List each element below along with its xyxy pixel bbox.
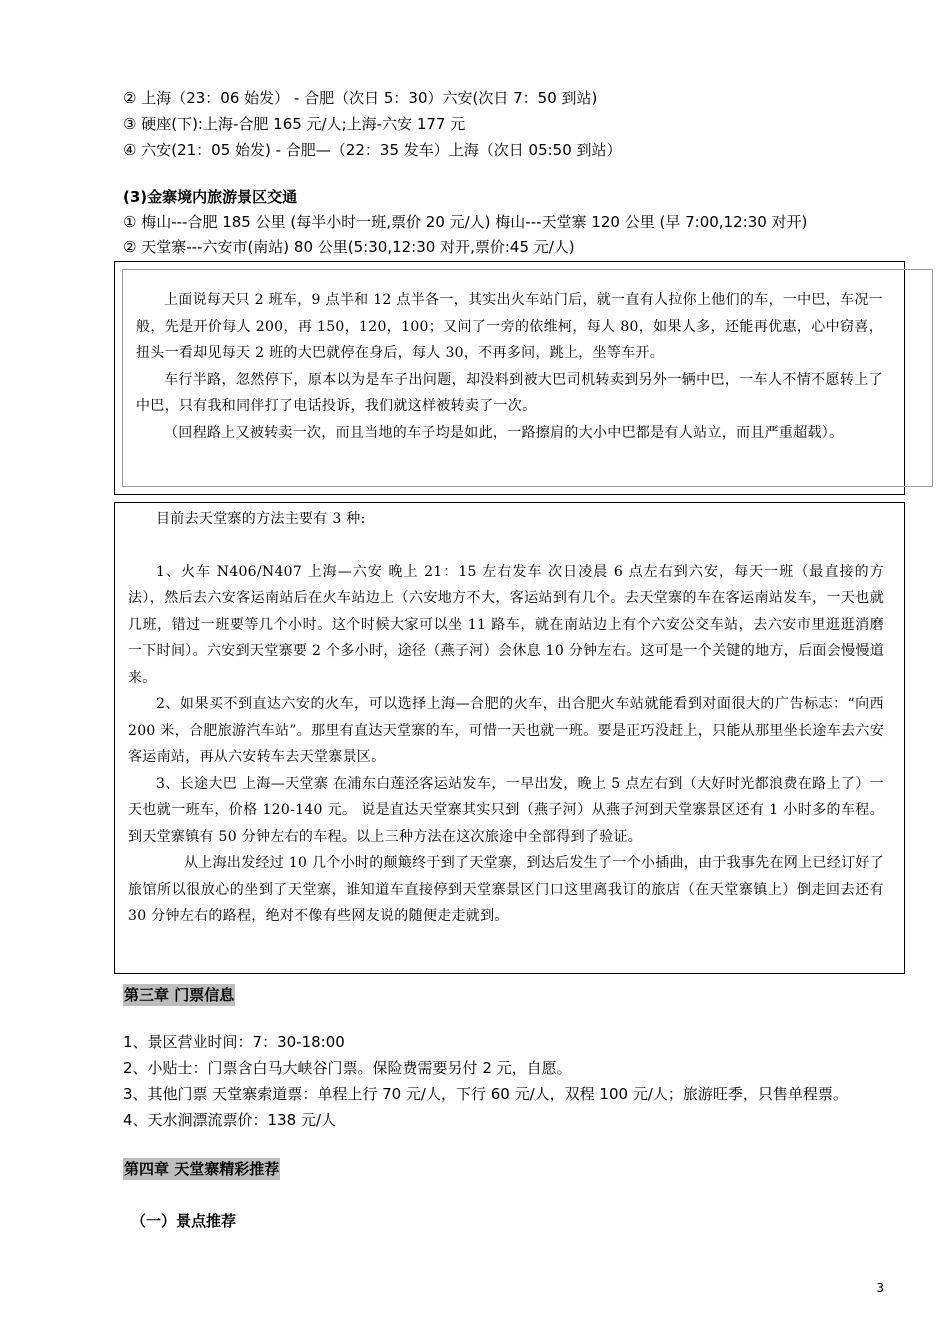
route-line-4: ④ 六安(21：05 始发) - 合肥—（22：35 发车）上海（次日 05:50 到站） bbox=[123, 141, 622, 159]
section-item: ② 天堂寨---六安市(南站) 80 公里(5:30,12:30 对开,票价:45 元/人) bbox=[123, 238, 575, 256]
sub-heading: （一）景点推荐 bbox=[131, 1212, 237, 1230]
ticket-item: 1、景区营业时间：7：30-18:00 bbox=[123, 1033, 345, 1051]
section-item: ① 梅山---合肥 185 公里 (每半小时一班,票价 20 元/人) 梅山---天堂寨 120 公里 (早 7:00,12:30 对开) bbox=[123, 213, 808, 231]
box-paragraph: 1、火车 N406/N407 上海—六安 晚上 21：15 左右发车 次日凌晨 6 点左右到六安，每天一班（最直接的方法），然后去六安客运南站后在火车站边上（六安地方不大，客运站到有几个。去天堂寨的车在客运南站发车，一天也就几班，错过一班要等几个小时。这个时候大家可以坐 11 路车，就在南站边上有个六安公交车站，去六安市里逛逛消磨一下时间）。六安到天堂寨要 2 个多小时，途径（燕子河）会休息 10 分钟左右。这可是一个关键的地方，后面会慢慢道来。 bbox=[128, 563, 884, 686]
box-paragraph: （回程路上又被转卖一次，而且当地的车子均是如此，一路擦肩的大小中巴都是有人站立，而且严重超载）。 bbox=[164, 424, 844, 441]
ticket-item: 4、天水涧漂流票价：138 元/人 bbox=[123, 1111, 336, 1129]
box-paragraph: 3、长途大巴 上海—天堂寨 在浦东白莲泾客运站发车，一早出发，晚上 5 点左右到（大好时光都浪费在路上了）一天也就一班车，价格 120-140 元。 说是直达天堂寨其实只到（燕子河）从燕子河到天堂寨景区还有 1 小时多的车程。到天堂寨镇有 50 分钟左右的车程。以上三种方法在这次旅途中全部得到了验证。 bbox=[128, 775, 884, 845]
chapter-heading: 第三章 门票信息 bbox=[124, 986, 235, 1004]
box-intro: 目前去天堂寨的方法主要有 3 种: bbox=[156, 511, 366, 527]
ticket-item: 2、小贴士：门票含白马大峡谷门票。保险费需要另付 2 元，自愿。 bbox=[123, 1059, 572, 1077]
page-number: 3 bbox=[876, 1281, 884, 1295]
route-line-3: ③ 硬座(下):上海-合肥 165 元/人;上海-六安 177 元 bbox=[123, 115, 466, 133]
box-paragraph: 从上海出发经过 10 几个小时的颠簸终于到了天堂寨，到达后发生了一个小插曲，由于我事先在网上已经订好了旅馆所以很放心的坐到了天堂寨，谁知道车直接停到天堂寨景区门口这里离我订的旅店（在天堂寨镇上）倒走回去还有 30 分钟左右的路程，绝对不像有些网友说的随便走走就到。 bbox=[128, 855, 885, 924]
section-heading: (3)金寨境内旅游景区交通 bbox=[123, 188, 298, 206]
text-box-content bbox=[136, 287, 883, 446]
box-paragraph: 2、如果买不到直达六安的火车，可以选择上海—合肥的火车，出合肥火车站就能看到对面很大的广告标志：“向西 200 米，合肥旅游汽车站”。那里有直达天堂寨的车，可惜一天也就一班。要是正巧没赶上，只能从那里坐长途车去六安客运南站，再从六安转车去天堂寨景区。 bbox=[128, 696, 884, 765]
route-line-2: ② 上海（23：06 始发） - 合肥（次日 5：30）六安(次日 7：50 到站) bbox=[123, 89, 598, 107]
box-paragraph: 车行半路，忽然停下，原本以为是车子出问题，却没料到被大巴司机转卖到另外一辆中巴，一车人不情不愿转上了中巴，只有我和同伴打了电话投诉，我们就这样被转卖了一次。 bbox=[136, 371, 883, 414]
text-box-content bbox=[128, 506, 884, 930]
chapter-heading: 第四章 天堂寨精彩推荐 bbox=[124, 1160, 280, 1178]
box-paragraph: 上面说每天只 2 班车，9 点半和 12 点半各一，其实出火车站门后，就一直有人拉你上他们的车，一中巴，车况一般，先是开价每人 200，再 150，120，100；又问了一旁的依维柯，每人 80，如果人多，还能再优惠，心中窃喜，扭头一看却见每天 2 班的大巴就停在身后，每人 30，不再多问，跳上，坐等车开。 bbox=[136, 292, 883, 361]
ticket-item: 3、其他门票 天堂寨索道票：单程上行 70 元/人，下行 60 元/人，双程 100 元/人；旅游旺季，只售单程票。 bbox=[123, 1085, 848, 1103]
